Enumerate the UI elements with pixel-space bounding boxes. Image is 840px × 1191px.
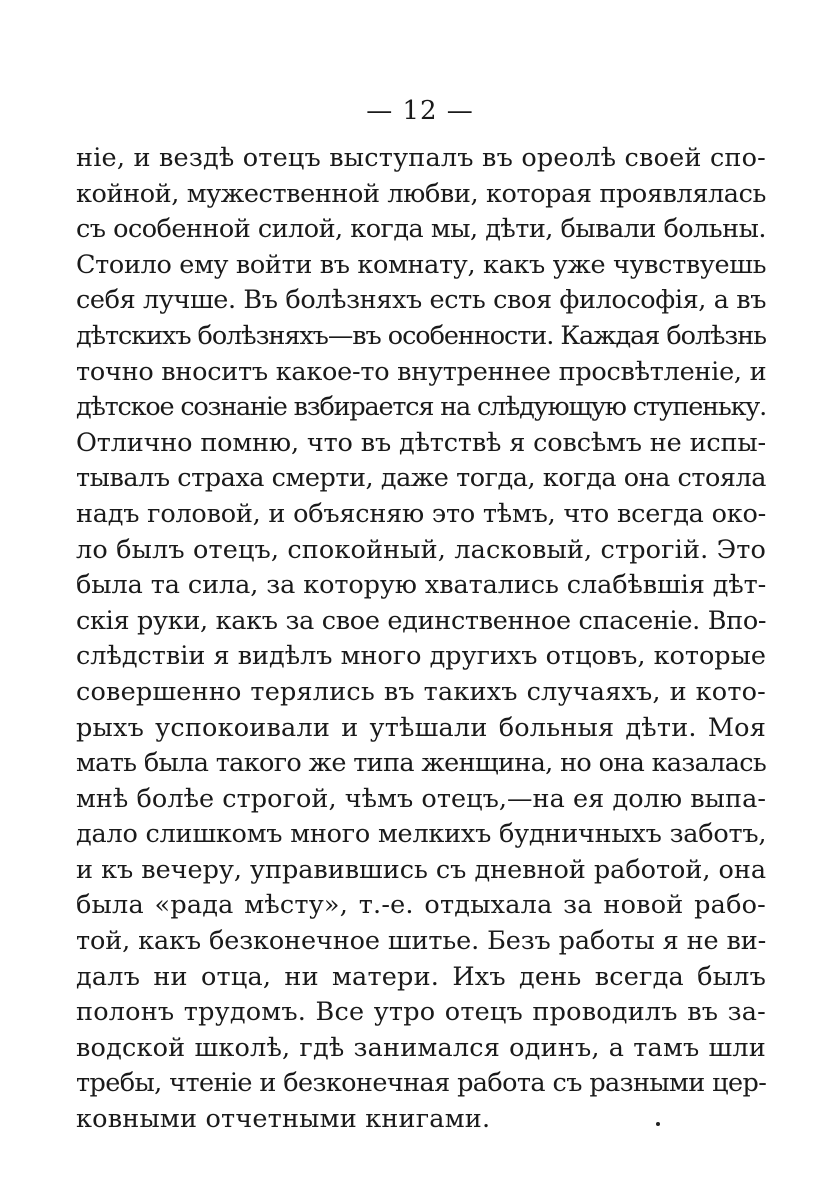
text-line: дало слишкомъ много мелкихъ будничныхъ заботъ, [76, 819, 767, 850]
text-line: койной, мужественной любви, которая проявлялась [76, 178, 766, 209]
text-line: дѣтское сознаніе взбирается на слѣдующую ступеньку. [76, 392, 766, 423]
text-line: ло былъ отецъ, спокойный, ласковый, строгій. Это [76, 534, 766, 565]
text-line: совершенно терялись въ такихъ случаяхъ, и кото- [76, 676, 766, 707]
text-line: мать была такого же типа женщина, но она казалась [76, 748, 767, 779]
text-line: полонъ трудомъ. Все утро отецъ проводилъ въ за- [76, 997, 766, 1028]
text-line: дѣтскихъ болѣзняхъ—въ особенности. Каждая болѣзнь [76, 320, 766, 351]
text-line: ніе, и вездѣ отецъ выступалъ въ ореолѣ своей спо- [76, 143, 766, 173]
text-line: была «рада мѣсту», т.-е. отдыхала за новой рабо- [76, 890, 766, 921]
text-line: далъ ни отца, ни матери. Ихъ день всегда былъ [76, 961, 766, 992]
text-line: слѣдствіи я видѣлъ много другихъ отцовъ, которые [76, 641, 766, 672]
text-line: съ особенной силой, когда мы, дѣти, бывали больны. [76, 214, 766, 245]
text-line: была та сила, за которую хватались слабѣвшія дѣт- [76, 570, 767, 601]
text-line: надъ головой, и объясняю это тѣмъ, что всегда око- [76, 498, 766, 529]
body-text [76, 141, 766, 1138]
text-line: точно вноситъ какое-то внутреннее просвѣтленіе, и [76, 356, 767, 387]
page-number: — 12 — [366, 96, 474, 126]
text-line: той, какъ безконечное шитье. Безъ работы я не ви- [76, 926, 767, 957]
text-line-last: ковными отчетными книгами. [76, 1104, 491, 1135]
text-line: и къ вечеру, управившись съ дневной работой, она [76, 854, 766, 885]
text-line: мнѣ болѣе строгой, чѣмъ отецъ,—на ея долю выпа- [76, 783, 766, 814]
print-speck [656, 1122, 660, 1126]
text-line: Стоило ему войти въ комнату, какъ уже чувствуешь [76, 249, 767, 280]
text-line: рыхъ успокоивали и утѣшали больныя дѣти. Моя [76, 712, 766, 743]
text-line: себя лучше. Въ болѣзняхъ есть своя философія, а въ [76, 285, 767, 316]
text-line: водской школѣ, гдѣ занимался одинъ, а тамъ шли [76, 1032, 766, 1063]
text-line: скія руки, какъ за свое единственное спасеніе. Впо- [76, 605, 767, 636]
text-line: Отлично помню, что въ дѣтствѣ я совсѣмъ не испы- [76, 427, 766, 458]
text-line: требы, чтеніе и безконечная работа съ разными цер- [76, 1068, 767, 1099]
text-line: тывалъ страха смерти, даже тогда, когда она стояла [76, 463, 766, 494]
